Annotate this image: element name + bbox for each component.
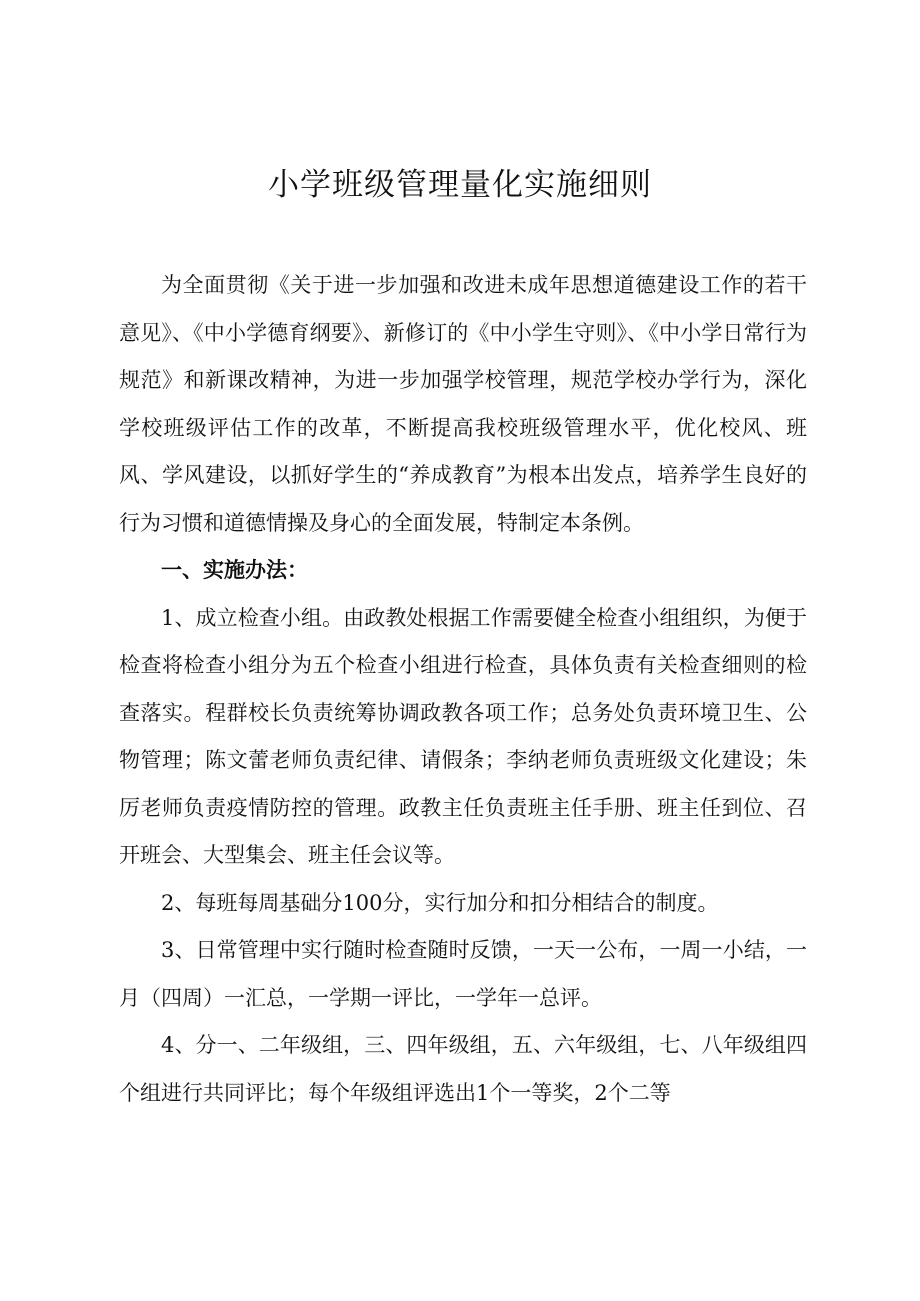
list-item: 3、日常管理中实行随时检查随时反馈，一天一公布，一周一小结，一月（四周）一汇总，一学期一评比，一学年一总评。 bbox=[119, 938, 807, 1010]
section-heading: 一、实施办法： bbox=[161, 558, 308, 582]
document-body bbox=[119, 262, 807, 1117]
intro-paragraph: 为全面贯彻《关于进一步加强和改进未成年思想道德建设工作的若干意见》、《中小学德育纲要》、新修订的《中小学生守则》、《中小学日常行为规范》和新课改精神，为进一步加强学校管理，规范学校办学行为，深化学校班级评估工作的改革，不断提高我校班级管理水平，优化校风、班风、学风建设，以抓好学生的“养成教育”为根本出发点，培养学生良好的行为习惯和道德情操及身心的全面发展，特制定本条例。 bbox=[119, 273, 807, 535]
list-item: 1、成立检查小组。由政教处根据工作需要健全检查小组组织，为便于检查将检查小组分为五个检查小组进行检查，具体负责有关检查细则的检查落实。程群校长负责统筹协调政教各项工作；总务处负责环境卫生、公物管理；陈文蕾老师负责纪律、请假条；李纳老师负责班级文化建设；朱厉老师负责疫情防控的管理。政教主任负责班主任手册、班主任到位、召开班会、大型集会、班主任会议等。 bbox=[119, 605, 807, 867]
list-item: 4、分一、二年级组，三、四年级组，五、六年级组，七、八年级组四个组进行共同评比；每个年级组评选出1个一等奖，2个二等 bbox=[119, 1033, 807, 1105]
document-title: 小学班级管理量化实施细则 bbox=[268, 167, 652, 203]
list-item: 2、每班每周基础分100分，实行加分和扣分相结合的制度。 bbox=[161, 890, 719, 915]
